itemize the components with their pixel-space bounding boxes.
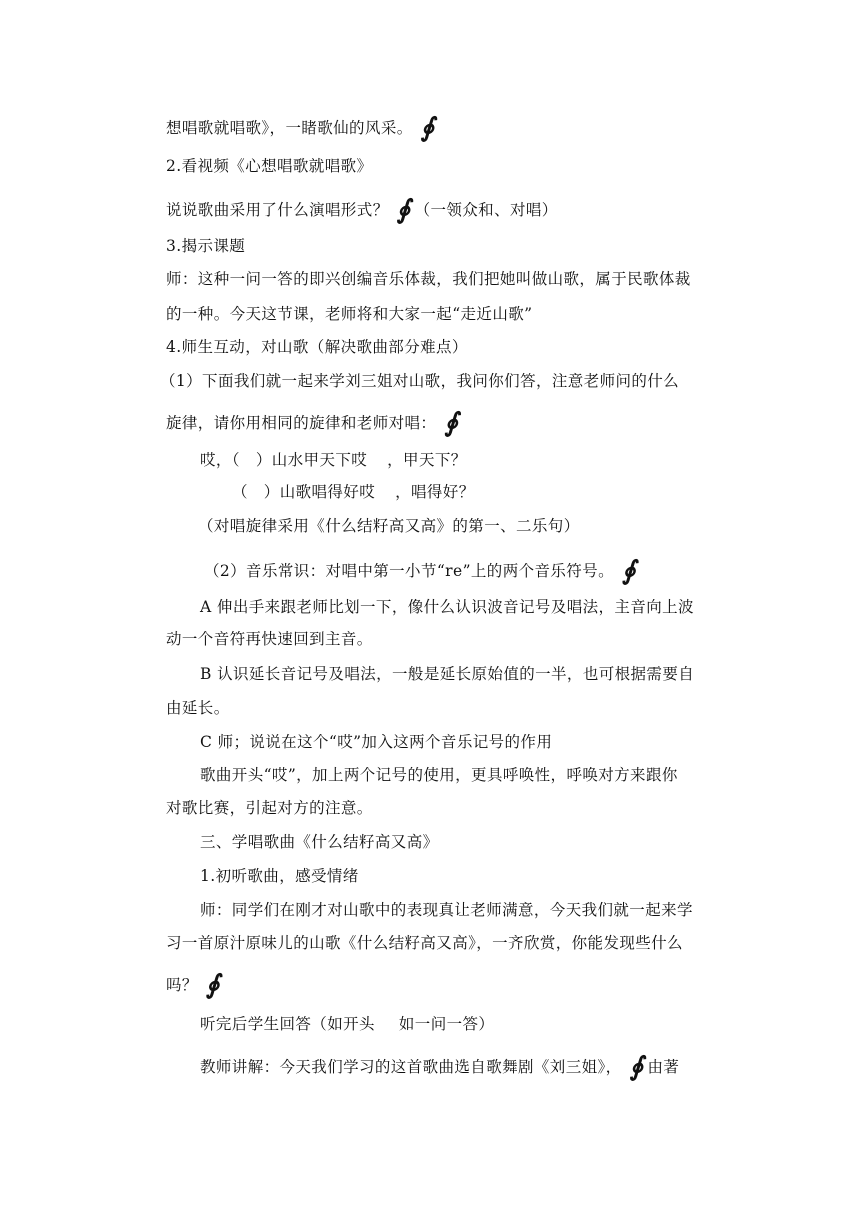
media-link-icon[interactable]: ∮ — [622, 556, 636, 586]
media-link-icon[interactable]: ∮ — [205, 970, 220, 1000]
text-line — [166, 408, 462, 438]
text-line: 对歌比赛，引起对方的注意。 — [166, 799, 373, 817]
text-span: 吗？ — [166, 976, 198, 994]
text-line: （1）下面我们就一起来学刘三姐对山歌，我问你们答，注意老师问的什么 — [160, 372, 680, 390]
text-line — [166, 113, 439, 143]
text-line: 1.初听歌曲，感受情绪 — [200, 867, 359, 885]
text-span: 教师讲解：今天我们学习的这首歌曲选自歌舞剧《刘三姐》， — [200, 1058, 622, 1076]
text-line: 动一个音符再快速回到主音。 — [166, 630, 373, 648]
text-span: 说说歌曲采用了什么演唱形式？ — [166, 201, 389, 219]
text-line: B 认识延长音记号及唱法，一般是延长原始值的一半，也可根据需要自 — [200, 665, 695, 683]
text-span: ，唱得好？ — [395, 483, 475, 501]
text-line: 师：这种一问一答的即兴创编音乐体裁，我们把她叫做山歌，属于民歌体裁 — [166, 270, 691, 288]
media-link-icon[interactable]: ∮ — [444, 408, 459, 438]
media-link-icon[interactable]: ∮ — [629, 1052, 644, 1082]
text-line: 4.师生互动，对山歌（解决歌曲部分难点） — [166, 338, 468, 356]
text-span: 听完后学生回答（如开头 — [200, 1015, 375, 1033]
text-line: C 师；说说在这个“哎”加入这两个音乐记号的作用 — [200, 733, 553, 751]
text-line: 歌曲开头“哎”，加上两个记号的使用，更具呼唤性，呼唤对方来跟你 — [200, 766, 678, 784]
text-span: 旋律，请你用相同的旋律和老师对唱： — [166, 414, 437, 432]
text-line: 师：同学们在刚才对山歌中的表现真让老师满意，今天我们就一起来学 — [200, 901, 693, 919]
text-span: （2）音乐常识：对唱中第一小节“re”上的两个音乐符号。 — [204, 562, 614, 580]
text-line: 习一首原汁原味儿的山歌《什么结籽高又高》，一齐欣赏，你能发现些什么 — [166, 934, 683, 952]
text-span: 哎，（ ）山水甲天下哎 — [200, 451, 368, 469]
text-span: ，甲天下？ — [387, 451, 467, 469]
text-line — [200, 449, 467, 471]
media-link-icon[interactable]: ∮ — [420, 113, 435, 143]
text-line — [166, 970, 224, 1000]
text-line: 2.看视频《心想唱歌就唱歌》 — [166, 157, 373, 175]
text-span: （ ）山歌唱得好哎 — [232, 483, 376, 501]
text-span: 由著 — [647, 1058, 680, 1076]
text-line — [200, 1013, 494, 1035]
text-span: 想唱歌就唱歌》，一睹歌仙的风采。 — [166, 119, 413, 137]
text-line — [204, 556, 640, 586]
text-line: （对唱旋律采用《什么结籽高又高》的第一、二乐句） — [198, 517, 580, 535]
text-line: 由延长。 — [166, 699, 230, 717]
text-line — [232, 481, 475, 503]
text-line — [200, 1052, 680, 1082]
text-line — [166, 195, 558, 225]
text-span: 如一问一答） — [398, 1015, 495, 1033]
media-link-icon[interactable]: ∮ — [396, 195, 411, 225]
text-span: （一领众和、对唱） — [414, 201, 558, 219]
text-line: A 伸出手来跟老师比划一下，像什么认识波音记号及唱法，主音向上波 — [200, 598, 694, 616]
section-heading: 三、学唱歌曲《什么结籽高又高》 — [200, 833, 439, 851]
text-line: 的一种。今天这节课，老师将和大家一起“走近山歌” — [166, 305, 533, 323]
text-line: 3.揭示课题 — [166, 237, 246, 255]
